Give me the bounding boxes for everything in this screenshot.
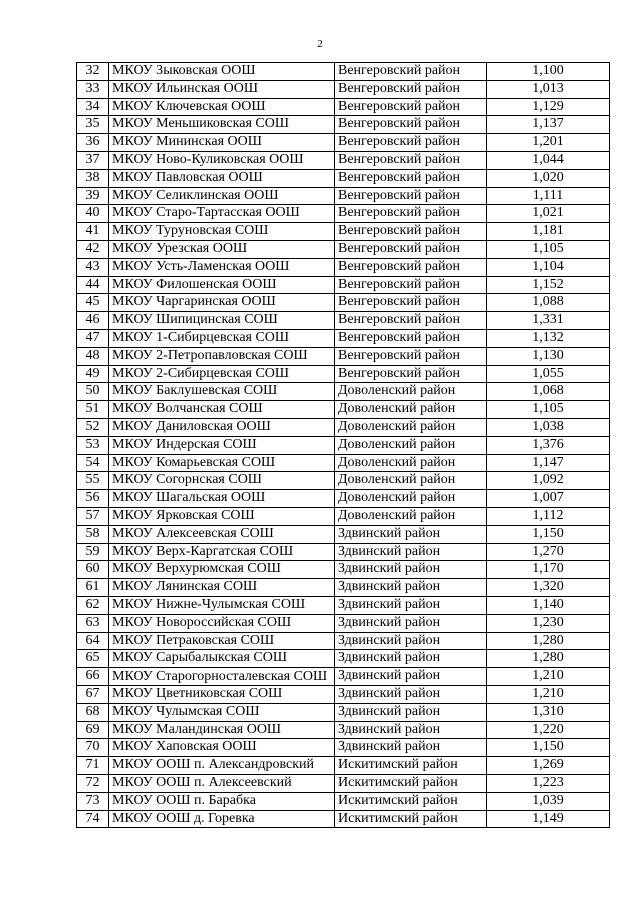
table-row	[77, 703, 610, 721]
row-number-cell: 38	[77, 169, 109, 187]
district-cell: Венгеровский район	[335, 80, 487, 98]
district-cell: Венгеровский район	[335, 134, 487, 152]
row-number-cell: 40	[77, 205, 109, 223]
row-number-cell: 60	[77, 561, 109, 579]
row-number-cell: 70	[77, 739, 109, 757]
coefficient-cell: 1,280	[487, 632, 610, 650]
coefficient-cell: 1,150	[487, 739, 610, 757]
table-row	[77, 347, 610, 365]
coefficient-cell: 1,007	[487, 490, 610, 508]
school-name-cell: МКОУ Ильинская ООШ	[109, 80, 335, 98]
school-name-cell: МКОУ Урезская ООШ	[109, 240, 335, 258]
district-cell: Искитимский район	[335, 757, 487, 775]
table-row	[77, 80, 610, 98]
district-cell: Доволенский район	[335, 383, 487, 401]
district-cell: Венгеровский район	[335, 347, 487, 365]
school-name-cell: МКОУ Маландинская ООШ	[109, 721, 335, 739]
row-number-cell: 59	[77, 543, 109, 561]
table-row	[77, 775, 610, 793]
school-name-cell: МКОУ Филошенская ООШ	[109, 276, 335, 294]
district-cell: Венгеровский район	[335, 169, 487, 187]
school-name-cell: МКОУ Алексеевская СОШ	[109, 525, 335, 543]
school-name-cell: МКОУ Сарыбалыкская СОШ	[109, 650, 335, 668]
school-name-cell: МКОУ Ключевская ООШ	[109, 98, 335, 116]
row-number-cell: 71	[77, 757, 109, 775]
school-name-cell: МКОУ Зыковская ООШ	[109, 63, 335, 81]
table-row	[77, 810, 610, 828]
table-row	[77, 472, 610, 490]
district-cell: Доволенский район	[335, 418, 487, 436]
coefficient-cell: 1,105	[487, 401, 610, 419]
coefficient-cell: 1,132	[487, 329, 610, 347]
school-name-cell: МКОУ 2-Сибирцевская СОШ	[109, 365, 335, 383]
coefficient-cell: 1,269	[487, 757, 610, 775]
row-number-cell: 54	[77, 454, 109, 472]
school-name-cell: МКОУ Индерская СОШ	[109, 436, 335, 454]
row-number-cell: 51	[77, 401, 109, 419]
row-number-cell: 50	[77, 383, 109, 401]
coefficient-cell: 1,013	[487, 80, 610, 98]
table-row	[77, 543, 610, 561]
district-cell: Венгеровский район	[335, 329, 487, 347]
table-row	[77, 98, 610, 116]
school-name-cell: МКОУ Ново-Куликовская ООШ	[109, 151, 335, 169]
table-row	[77, 187, 610, 205]
district-cell: Венгеровский район	[335, 365, 487, 383]
coefficient-cell: 1,130	[487, 347, 610, 365]
district-cell: Здвинский район	[335, 579, 487, 597]
coefficient-cell: 1,220	[487, 721, 610, 739]
school-name-cell: МКОУ Чаргаринская ООШ	[109, 294, 335, 312]
district-cell: Здвинский район	[335, 614, 487, 632]
table-row	[77, 632, 610, 650]
school-name-cell: МКОУ Старо-Тартасская ООШ	[109, 205, 335, 223]
district-cell: Венгеровский район	[335, 98, 487, 116]
row-number-cell: 48	[77, 347, 109, 365]
coefficient-cell: 1,310	[487, 703, 610, 721]
coefficient-cell: 1,201	[487, 134, 610, 152]
school-name-cell: МКОУ Новороссийская СОШ	[109, 614, 335, 632]
district-cell: Венгеровский район	[335, 276, 487, 294]
school-name-cell: МКОУ Усть-Ламенская ООШ	[109, 258, 335, 276]
row-number-cell: 69	[77, 721, 109, 739]
district-cell: Здвинский район	[335, 721, 487, 739]
table-row	[77, 721, 610, 739]
school-name-cell: МКОУ ООШ д. Горевка	[109, 810, 335, 828]
table-row	[77, 276, 610, 294]
row-number-cell: 33	[77, 80, 109, 98]
table-row	[77, 294, 610, 312]
coefficient-cell: 1,112	[487, 507, 610, 525]
coefficient-cell: 1,210	[487, 668, 610, 686]
coefficient-cell: 1,150	[487, 525, 610, 543]
school-name-cell: МКОУ Баклушевская СОШ	[109, 383, 335, 401]
row-number-cell: 49	[77, 365, 109, 383]
row-number-cell: 42	[77, 240, 109, 258]
table-row	[77, 312, 610, 330]
coefficient-cell: 1,149	[487, 810, 610, 828]
row-number-cell: 32	[77, 63, 109, 81]
coefficient-cell: 1,181	[487, 223, 610, 241]
school-name-cell: МКОУ Старогорносталевская СОШ	[109, 668, 335, 686]
table-row	[77, 739, 610, 757]
district-cell: Венгеровский район	[335, 205, 487, 223]
coefficient-cell: 1,104	[487, 258, 610, 276]
table-row	[77, 614, 610, 632]
table-row	[77, 63, 610, 81]
row-number-cell: 57	[77, 507, 109, 525]
table-row	[77, 686, 610, 704]
coefficient-cell: 1,210	[487, 686, 610, 704]
row-number-cell: 36	[77, 134, 109, 152]
table-row	[77, 329, 610, 347]
row-number-cell: 61	[77, 579, 109, 597]
district-cell: Венгеровский район	[335, 151, 487, 169]
school-name-cell: МКОУ Согорнская СОШ	[109, 472, 335, 490]
district-cell: Здвинский район	[335, 650, 487, 668]
school-name-cell: МКОУ Мининская ООШ	[109, 134, 335, 152]
table-row	[77, 436, 610, 454]
district-cell: Здвинский район	[335, 543, 487, 561]
coefficient-cell: 1,270	[487, 543, 610, 561]
row-number-cell: 65	[77, 650, 109, 668]
district-cell: Венгеровский район	[335, 312, 487, 330]
row-number-cell: 63	[77, 614, 109, 632]
school-name-cell: МКОУ Цветниковская СОШ	[109, 686, 335, 704]
row-number-cell: 47	[77, 329, 109, 347]
coefficient-cell: 1,331	[487, 312, 610, 330]
table-row	[77, 525, 610, 543]
row-number-cell: 41	[77, 223, 109, 241]
row-number-cell: 55	[77, 472, 109, 490]
coefficient-cell: 1,129	[487, 98, 610, 116]
table-row	[77, 596, 610, 614]
table-row	[77, 383, 610, 401]
table-row	[77, 134, 610, 152]
row-number-cell: 73	[77, 792, 109, 810]
table-row	[77, 490, 610, 508]
school-name-cell: МКОУ Петраковская СОШ	[109, 632, 335, 650]
row-number-cell: 39	[77, 187, 109, 205]
coefficient-cell: 1,147	[487, 454, 610, 472]
table-row	[77, 258, 610, 276]
row-number-cell: 64	[77, 632, 109, 650]
school-name-cell: МКОУ Верх-Каргатская СОШ	[109, 543, 335, 561]
district-cell: Доволенский район	[335, 436, 487, 454]
district-cell: Здвинский район	[335, 686, 487, 704]
table-row	[77, 401, 610, 419]
district-cell: Доволенский район	[335, 401, 487, 419]
row-number-cell: 66	[77, 668, 109, 686]
school-name-cell: МКОУ Нижне-Чулымская СОШ	[109, 596, 335, 614]
district-cell: Искитимский район	[335, 792, 487, 810]
table-row	[77, 169, 610, 187]
district-cell: Венгеровский район	[335, 63, 487, 81]
district-cell: Здвинский район	[335, 525, 487, 543]
table-row	[77, 454, 610, 472]
district-cell: Доволенский район	[335, 490, 487, 508]
row-number-cell: 44	[77, 276, 109, 294]
school-name-cell: МКОУ Хаповская ООШ	[109, 739, 335, 757]
table-row	[77, 223, 610, 241]
coefficient-cell: 1,055	[487, 365, 610, 383]
table-row	[77, 116, 610, 134]
school-name-cell: МКОУ Меньшиковская СОШ	[109, 116, 335, 134]
coefficient-cell: 1,088	[487, 294, 610, 312]
district-cell: Здвинский район	[335, 668, 487, 686]
coefficient-cell: 1,021	[487, 205, 610, 223]
school-name-cell: МКОУ Даниловская ООШ	[109, 418, 335, 436]
district-cell: Венгеровский район	[335, 294, 487, 312]
school-name-cell: МКОУ Селиклинская ООШ	[109, 187, 335, 205]
district-cell: Венгеровский район	[335, 240, 487, 258]
coefficient-cell: 1,223	[487, 775, 610, 793]
table-row	[77, 507, 610, 525]
school-name-cell: МКОУ Шипицинская СОШ	[109, 312, 335, 330]
row-number-cell: 62	[77, 596, 109, 614]
school-name-cell: МКОУ Ярковская СОШ	[109, 507, 335, 525]
table-row	[77, 418, 610, 436]
row-number-cell: 58	[77, 525, 109, 543]
row-number-cell: 53	[77, 436, 109, 454]
school-name-cell: МКОУ Павловская ООШ	[109, 169, 335, 187]
row-number-cell: 43	[77, 258, 109, 276]
school-name-cell: МКОУ 2-Петропавловская СОШ	[109, 347, 335, 365]
coefficient-cell: 1,020	[487, 169, 610, 187]
school-name-cell: МКОУ ООШ п. Александровский	[109, 757, 335, 775]
school-name-cell: МКОУ Верхурюмская СОШ	[109, 561, 335, 579]
district-cell: Венгеровский район	[335, 116, 487, 134]
row-number-cell: 46	[77, 312, 109, 330]
district-cell: Здвинский район	[335, 632, 487, 650]
page-number: 2	[317, 38, 323, 50]
district-cell: Венгеровский район	[335, 258, 487, 276]
table-row	[77, 365, 610, 383]
district-cell: Венгеровский район	[335, 223, 487, 241]
coefficient-cell: 1,092	[487, 472, 610, 490]
table-row	[77, 757, 610, 775]
table-row	[77, 792, 610, 810]
coefficient-cell: 1,140	[487, 596, 610, 614]
table-body	[77, 63, 610, 828]
district-cell: Искитимский район	[335, 810, 487, 828]
row-number-cell: 74	[77, 810, 109, 828]
schools-table	[76, 62, 610, 828]
table-row	[77, 668, 610, 686]
row-number-cell: 68	[77, 703, 109, 721]
row-number-cell: 72	[77, 775, 109, 793]
school-name-cell: МКОУ Шагальская ООШ	[109, 490, 335, 508]
school-name-cell: МКОУ Волчанская СОШ	[109, 401, 335, 419]
coefficient-cell: 1,137	[487, 116, 610, 134]
table-row	[77, 240, 610, 258]
district-cell: Здвинский район	[335, 739, 487, 757]
row-number-cell: 37	[77, 151, 109, 169]
district-cell: Венгеровский район	[335, 187, 487, 205]
row-number-cell: 45	[77, 294, 109, 312]
row-number-cell: 56	[77, 490, 109, 508]
school-name-cell: МКОУ Туруновская СОШ	[109, 223, 335, 241]
school-name-cell: МКОУ Комарьевская СОШ	[109, 454, 335, 472]
district-cell: Доволенский район	[335, 454, 487, 472]
coefficient-cell: 1,100	[487, 63, 610, 81]
table-row	[77, 561, 610, 579]
table-row	[77, 650, 610, 668]
coefficient-cell: 1,068	[487, 383, 610, 401]
coefficient-cell: 1,170	[487, 561, 610, 579]
district-cell: Здвинский район	[335, 596, 487, 614]
district-cell: Доволенский район	[335, 507, 487, 525]
row-number-cell: 52	[77, 418, 109, 436]
coefficient-cell: 1,105	[487, 240, 610, 258]
row-number-cell: 35	[77, 116, 109, 134]
coefficient-cell: 1,320	[487, 579, 610, 597]
coefficient-cell: 1,152	[487, 276, 610, 294]
district-cell: Здвинский район	[335, 703, 487, 721]
school-name-cell: МКОУ Чулымская СОШ	[109, 703, 335, 721]
district-cell: Здвинский район	[335, 561, 487, 579]
school-name-cell: МКОУ 1-Сибирцевская СОШ	[109, 329, 335, 347]
coefficient-cell: 1,044	[487, 151, 610, 169]
row-number-cell: 67	[77, 686, 109, 704]
table-row	[77, 579, 610, 597]
district-cell: Доволенский район	[335, 472, 487, 490]
table-row	[77, 151, 610, 169]
coefficient-cell: 1,039	[487, 792, 610, 810]
coefficient-cell: 1,376	[487, 436, 610, 454]
coefficient-cell: 1,230	[487, 614, 610, 632]
coefficient-cell: 1,280	[487, 650, 610, 668]
school-name-cell: МКОУ ООШ п. Барабка	[109, 792, 335, 810]
school-name-cell: МКОУ ООШ п. Алексеевский	[109, 775, 335, 793]
coefficient-cell: 1,038	[487, 418, 610, 436]
table-row	[77, 205, 610, 223]
row-number-cell: 34	[77, 98, 109, 116]
coefficient-cell: 1,111	[487, 187, 610, 205]
district-cell: Искитимский район	[335, 775, 487, 793]
school-name-cell: МКОУ Лянинская СОШ	[109, 579, 335, 597]
